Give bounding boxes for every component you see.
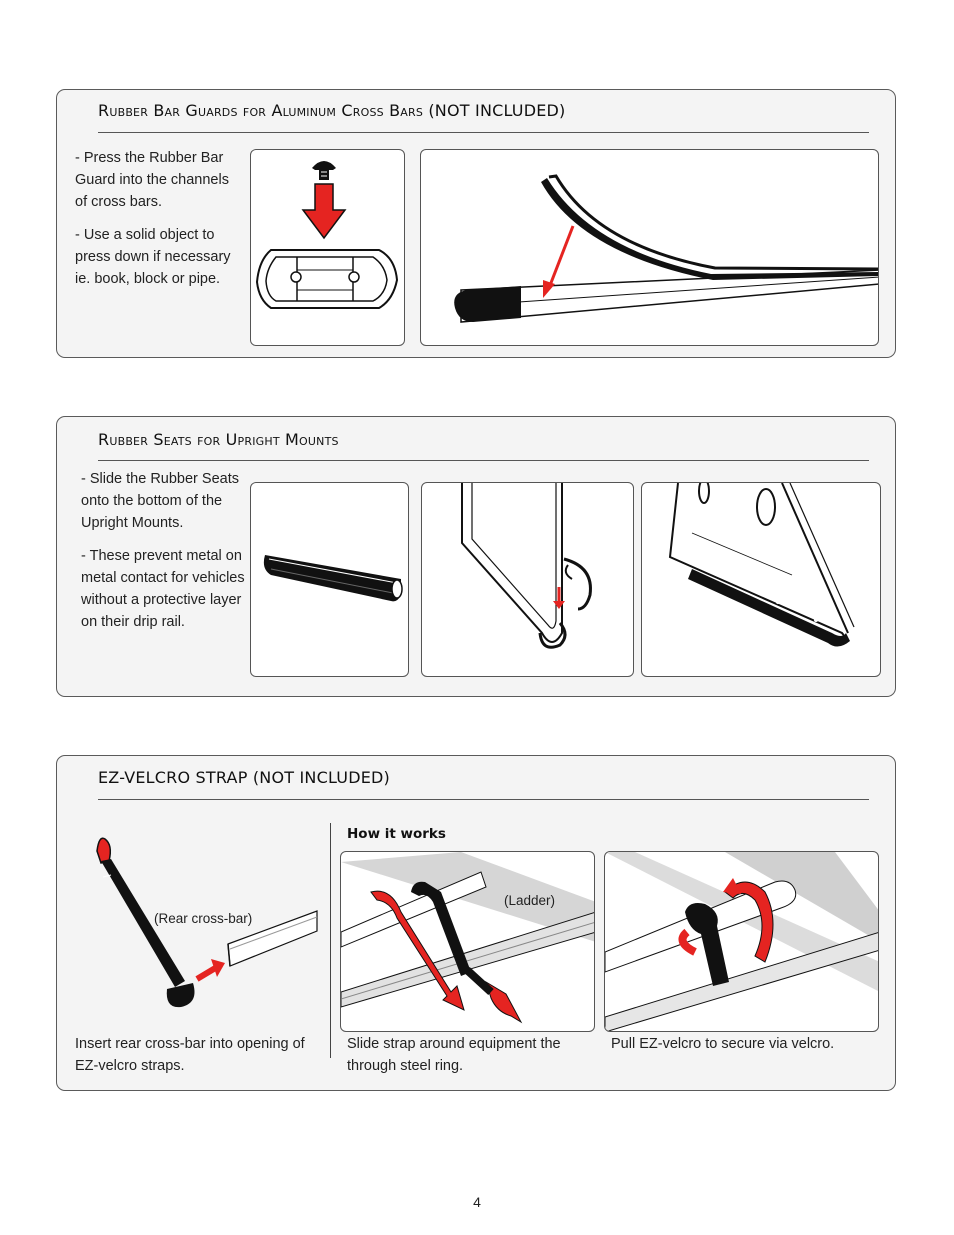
ladder-label: (Ladder) [504,893,556,908]
section-title [98,101,566,120]
strap-crossbar-illustration [75,831,319,1021]
title-rule [98,132,869,133]
how-it-works-heading: How it works [347,826,446,842]
caption-insert-crossbar: Insert rear cross-bar into opening of EZ-velcro straps. [75,1036,305,1074]
section-rubber-seats [56,416,896,697]
section-rubber-bar-guards [56,89,896,358]
instruction-2: - Use a solid object to press down if necessary ie. book, block or pipe. [75,227,231,287]
caption-slide-strap: Slide strap around equipment the through steel ring. [347,1036,561,1074]
strap-around-ladder-illustration [340,851,595,1032]
rubber-seat-illustration [250,482,409,677]
rear-crossbar-label: (Rear cross-bar) [154,911,253,926]
page-number: 4 [473,1194,481,1210]
instruction-1: - Press the Rubber Bar Guard into the channels of cross bars. [75,150,229,210]
caption-pull-velcro: Pull EZ-velcro to secure via velcro. [611,1036,835,1052]
section-title [98,430,339,449]
title-rule [98,460,869,461]
bar-guard-install-illustration [420,149,879,346]
section-title-text: Rubber Bar Guards for Aluminum Cross Bars [98,101,424,120]
section-title [98,768,390,787]
instruction-2: - These prevent metal on metal contact for vehicles without a protective layer on their drip rail. [81,548,245,630]
instructions [81,468,247,644]
crossbar-profile-illustration [250,149,405,346]
upright-mount-seat-illustration [641,482,881,677]
section-title-suffix: (NOT INCLUDED) [428,101,566,120]
title-rule [98,799,869,800]
column-divider [330,823,331,1058]
instruction-1: - Slide the Rubber Seats onto the bottom of the Upright Mounts. [81,471,239,531]
section-ez-velcro-strap [56,755,896,1091]
section-title-text: Rubber Seats for Upright Mounts [98,430,339,449]
instructions [75,147,235,301]
upright-mount-hook-illustration [421,482,634,677]
velcro-secure-illustration [604,851,879,1032]
section-title-text: EZ-VELCRO STRAP (NOT INCLUDED) [98,768,390,787]
